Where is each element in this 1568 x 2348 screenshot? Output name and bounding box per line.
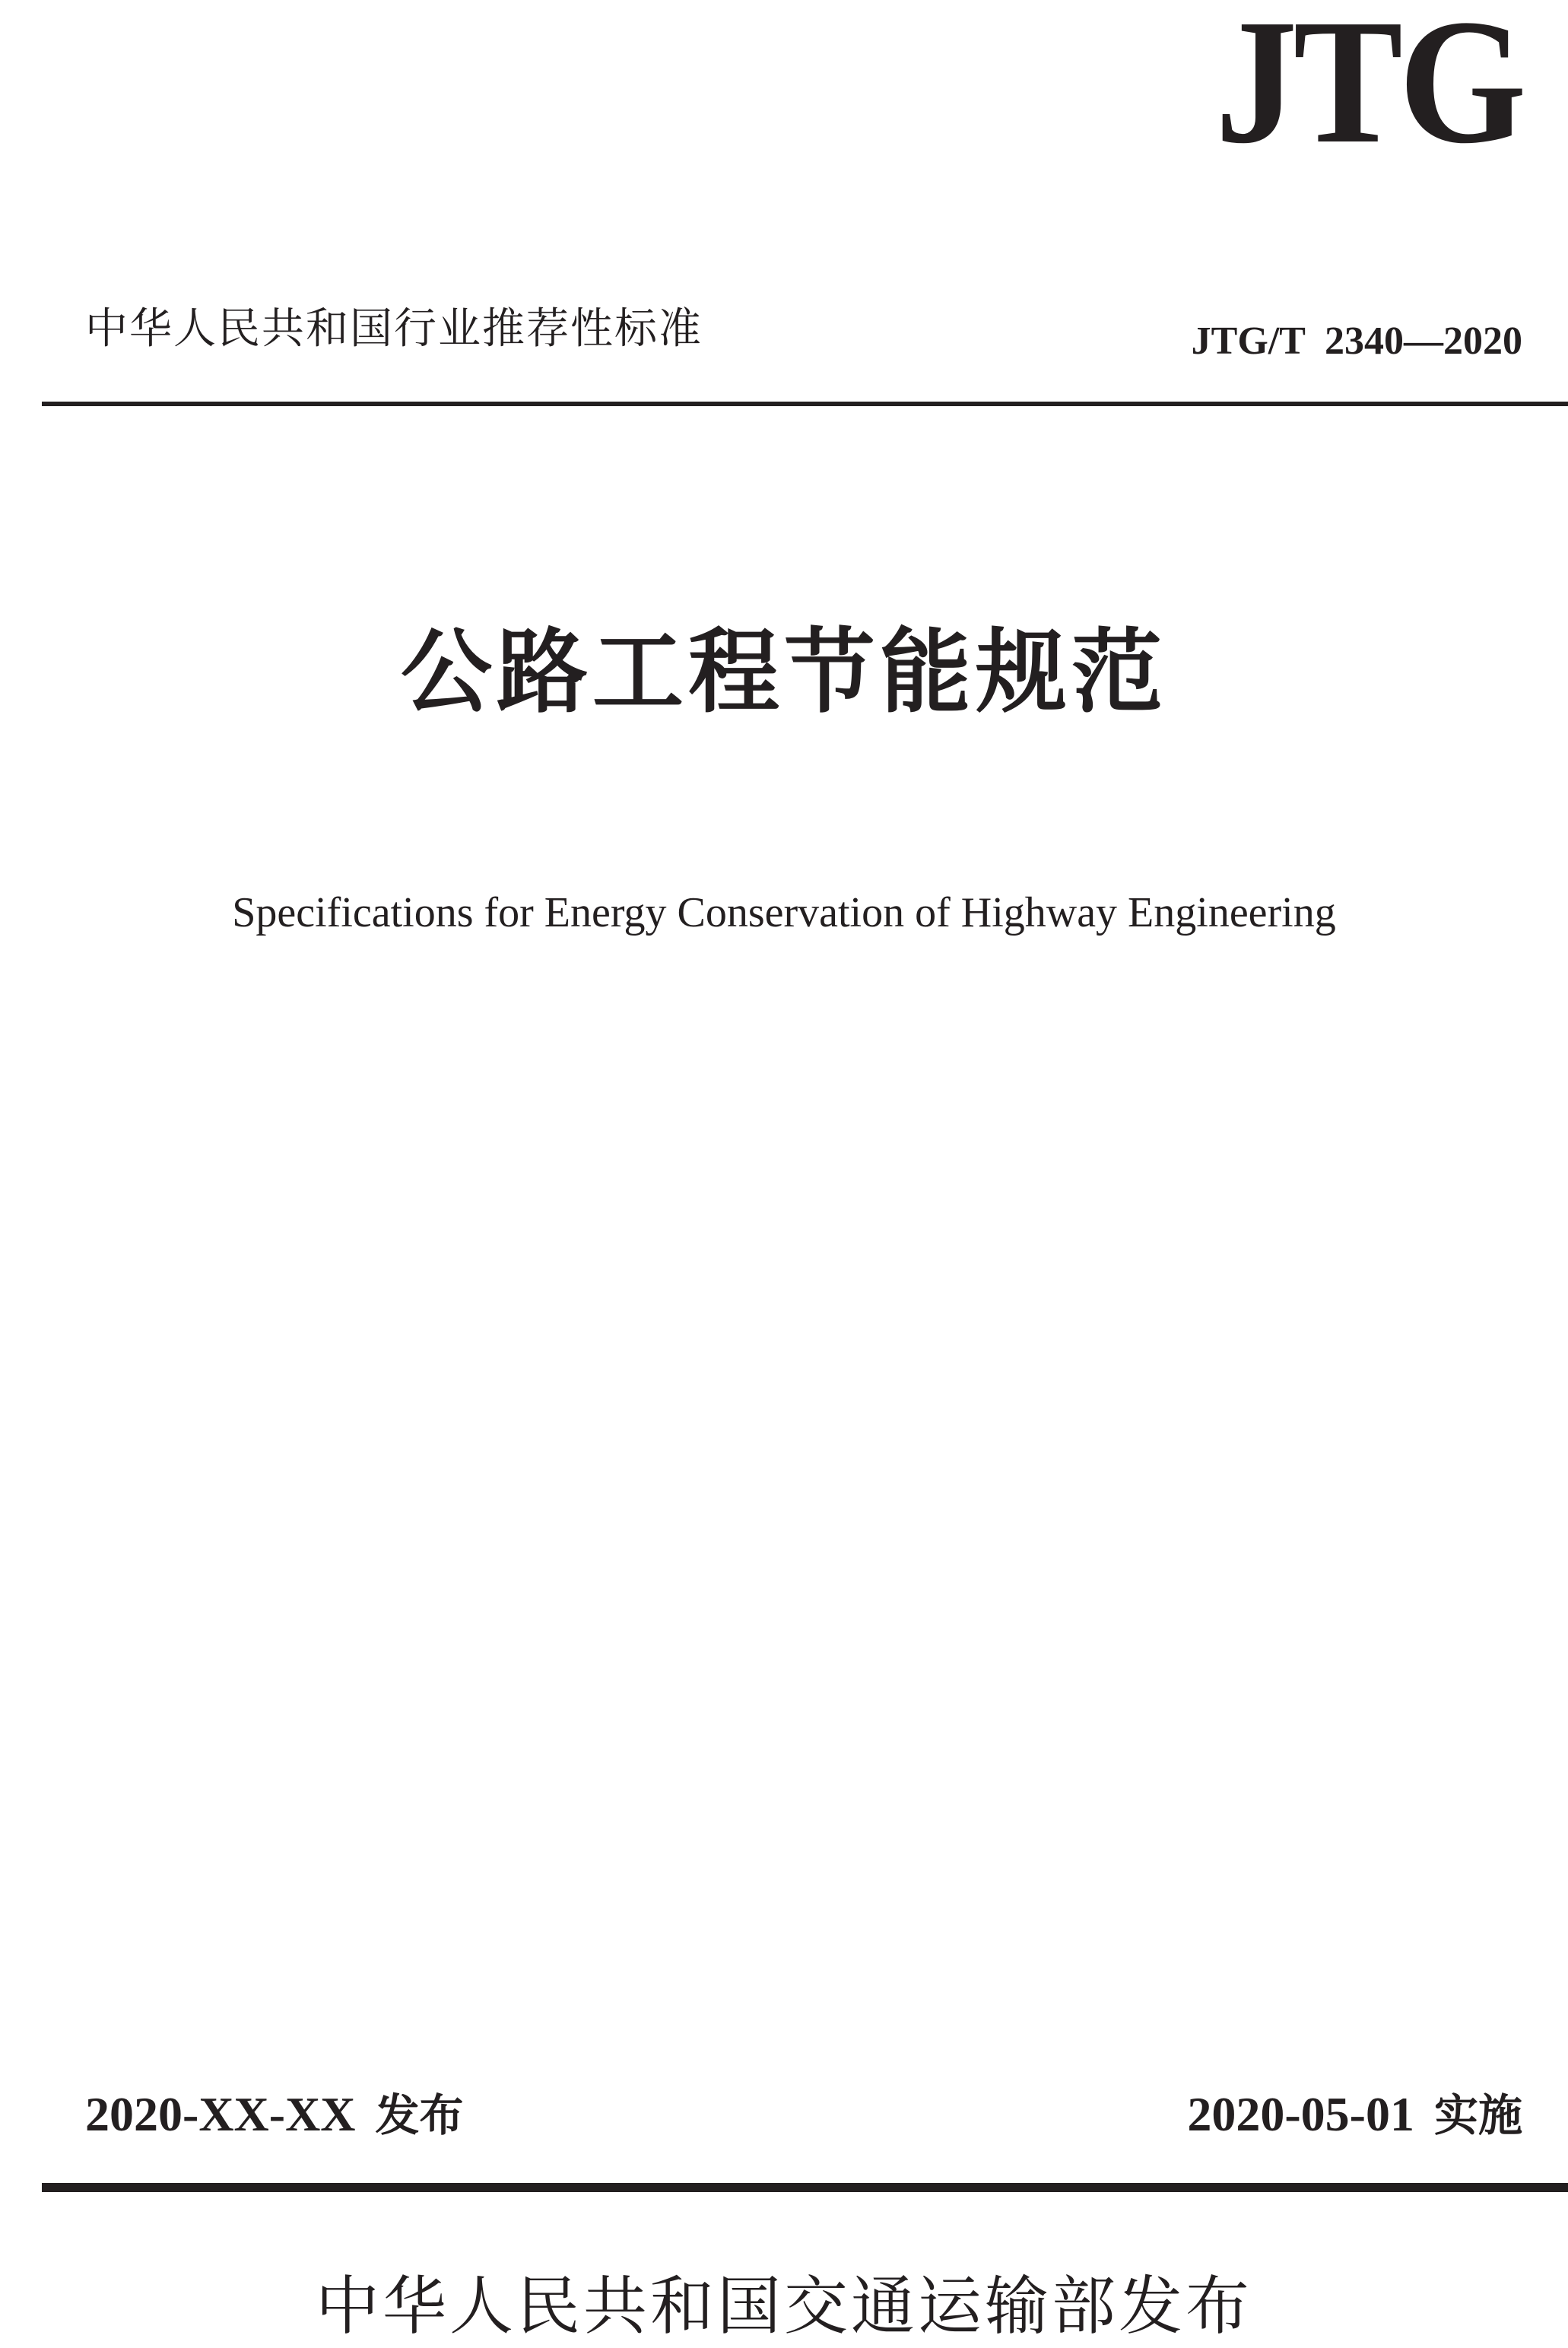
title-english: Specifications for Energy Conservation of Highway Engineering bbox=[232, 889, 1336, 936]
top-divider bbox=[42, 402, 1568, 406]
publisher: 中华人民共和国交通运输部发布 bbox=[315, 2269, 1252, 2343]
implement-label: 实施 bbox=[1433, 2089, 1522, 2141]
date-row bbox=[85, 2087, 1522, 2151]
bottom-divider bbox=[42, 2183, 1568, 2192]
issue-label: 发布 bbox=[375, 2089, 464, 2141]
issue-date-block bbox=[85, 2087, 464, 2141]
standard-code: JTG/T 2340—2020 bbox=[1191, 319, 1522, 363]
title-chinese: 公路工程节能规范 bbox=[401, 620, 1167, 726]
implement-date-block bbox=[1187, 2087, 1522, 2141]
issue-date: 2020-XX-XX bbox=[85, 2087, 356, 2141]
jtg-logo: JTG bbox=[1215, 0, 1522, 180]
standard-category: 中华人民共和国行业推荐性标准 bbox=[85, 304, 703, 354]
standard-header bbox=[85, 300, 1522, 361]
implement-date: 2020-05-01 bbox=[1187, 2087, 1414, 2141]
